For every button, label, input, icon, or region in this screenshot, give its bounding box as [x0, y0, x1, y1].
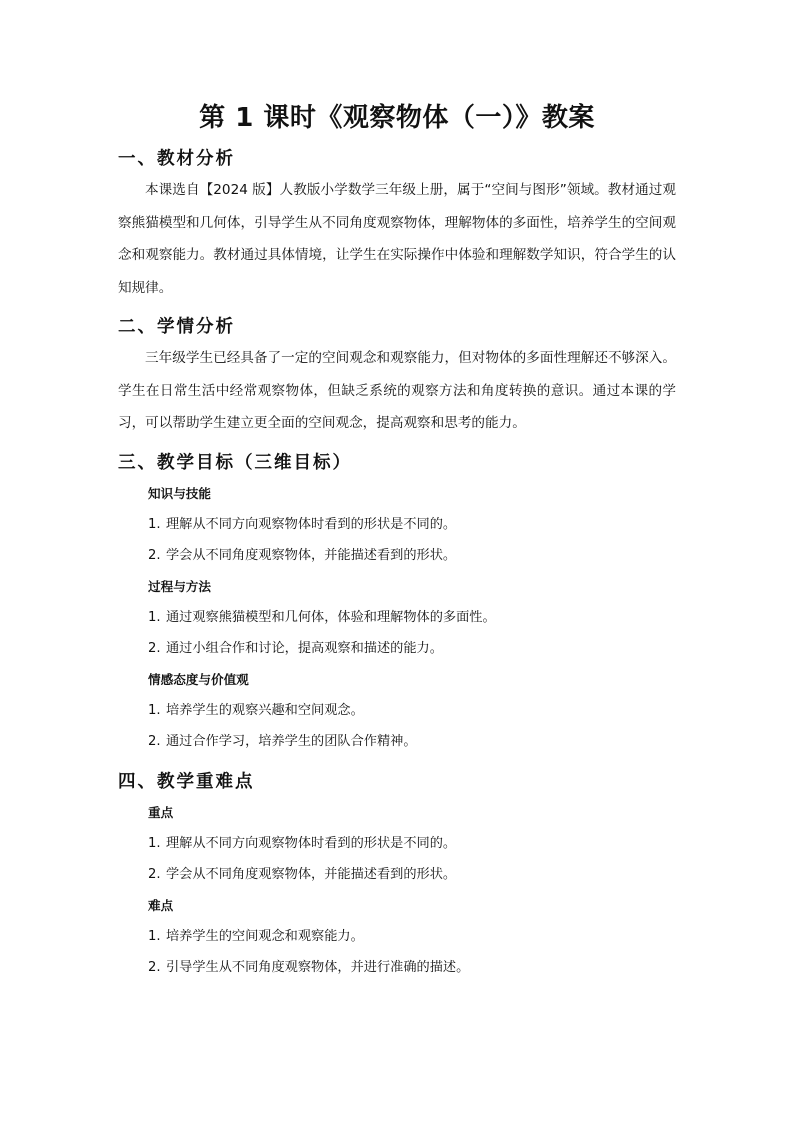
- objective-group-process-methods: [118, 571, 676, 664]
- list-item-number: 1.: [148, 928, 161, 944]
- section-heading-textbook-analysis: 一、教材分析: [118, 149, 235, 169]
- list-item-text: 学会从不同角度观察物体，并能描述看到的形状。: [166, 866, 457, 882]
- list-item-number: 2.: [148, 640, 161, 656]
- list-item: [118, 952, 676, 983]
- list-item-number: 1.: [148, 516, 161, 532]
- list-item-text: 培养学生的观察兴趣和空间观念。: [166, 702, 364, 718]
- list-item-number: 2.: [148, 959, 161, 975]
- section-heading-key-difficult-points: 四、教学重难点: [118, 771, 255, 792]
- list-item: [118, 828, 676, 859]
- list-item: [118, 509, 676, 540]
- list-item: [118, 602, 676, 633]
- list-item-number: 2.: [148, 733, 161, 749]
- section-heading-student-analysis: 二、学情分析: [118, 317, 235, 337]
- list-item-text: 通过合作学习，培养学生的团队合作精神。: [166, 733, 417, 749]
- list-item-text: 引导学生从不同角度观察物体，并进行准确的描述。: [166, 959, 470, 975]
- list-item: [118, 921, 676, 952]
- objective-group-label: 知识与技能: [148, 485, 211, 501]
- list-item-number: 2.: [148, 547, 161, 563]
- difficult-points-group: [118, 890, 676, 983]
- objective-group-label: 情感态度与价值观: [148, 671, 249, 687]
- list-item: [118, 633, 676, 664]
- list-item-text: 培养学生的空间观念和观察能力。: [166, 928, 364, 944]
- section-heading-teaching-objectives: 三、教学目标（三维目标）: [118, 452, 352, 473]
- list-item: [118, 695, 676, 726]
- objective-group-attitudes-values: [118, 664, 676, 757]
- list-item-text: 理解从不同方向观察物体时看到的形状是不同的。: [166, 516, 457, 532]
- document-title: 第 1 课时《观察物体（一）》教案: [199, 103, 595, 133]
- list-item-text: 学会从不同角度观察物体，并能描述看到的形状。: [166, 547, 457, 563]
- list-item-number: 1.: [148, 702, 161, 718]
- list-item-text: 通过观察熊猫模型和几何体，体验和理解物体的多面性。: [166, 609, 496, 625]
- key-points-group: [118, 797, 676, 890]
- student-analysis-paragraph: 三年级学生已经具备了一定的空间观念和观察能力，但对物体的多面性理解还不够深入。学生在日常生活中经常观察物体，但缺乏系统的观察方法和角度转换的意识。通过本课的学习，可以帮助学生建立更全面的空间观念，提高观察和思考的能力。: [118, 350, 676, 431]
- list-item: [118, 540, 676, 571]
- textbook-analysis-paragraph: 本课选自【2024 版】人教版小学数学三年级上册，属于“空间与图形”领域。教材通过观察熊猫模型和几何体，引导学生从不同角度观察物体，理解物体的多面性，培养学生的空间观念和观察能力。教材通过具体情境，让学生在实际操作中体验和理解数学知识，符合学生的认知规律。: [118, 182, 676, 296]
- list-item: [118, 726, 676, 757]
- list-item-number: 1.: [148, 609, 161, 625]
- objective-group-label: 过程与方法: [148, 578, 211, 594]
- list-item-number: 1.: [148, 835, 161, 851]
- difficult-points-label: 难点: [148, 897, 174, 913]
- list-item: [118, 859, 676, 890]
- list-item-number: 2.: [148, 866, 161, 882]
- objective-group-knowledge-skills: [118, 478, 676, 571]
- key-points-label: 重点: [148, 804, 174, 820]
- list-item-text: 理解从不同方向观察物体时看到的形状是不同的。: [166, 835, 457, 851]
- list-item-text: 通过小组合作和讨论，提高观察和描述的能力。: [166, 640, 443, 656]
